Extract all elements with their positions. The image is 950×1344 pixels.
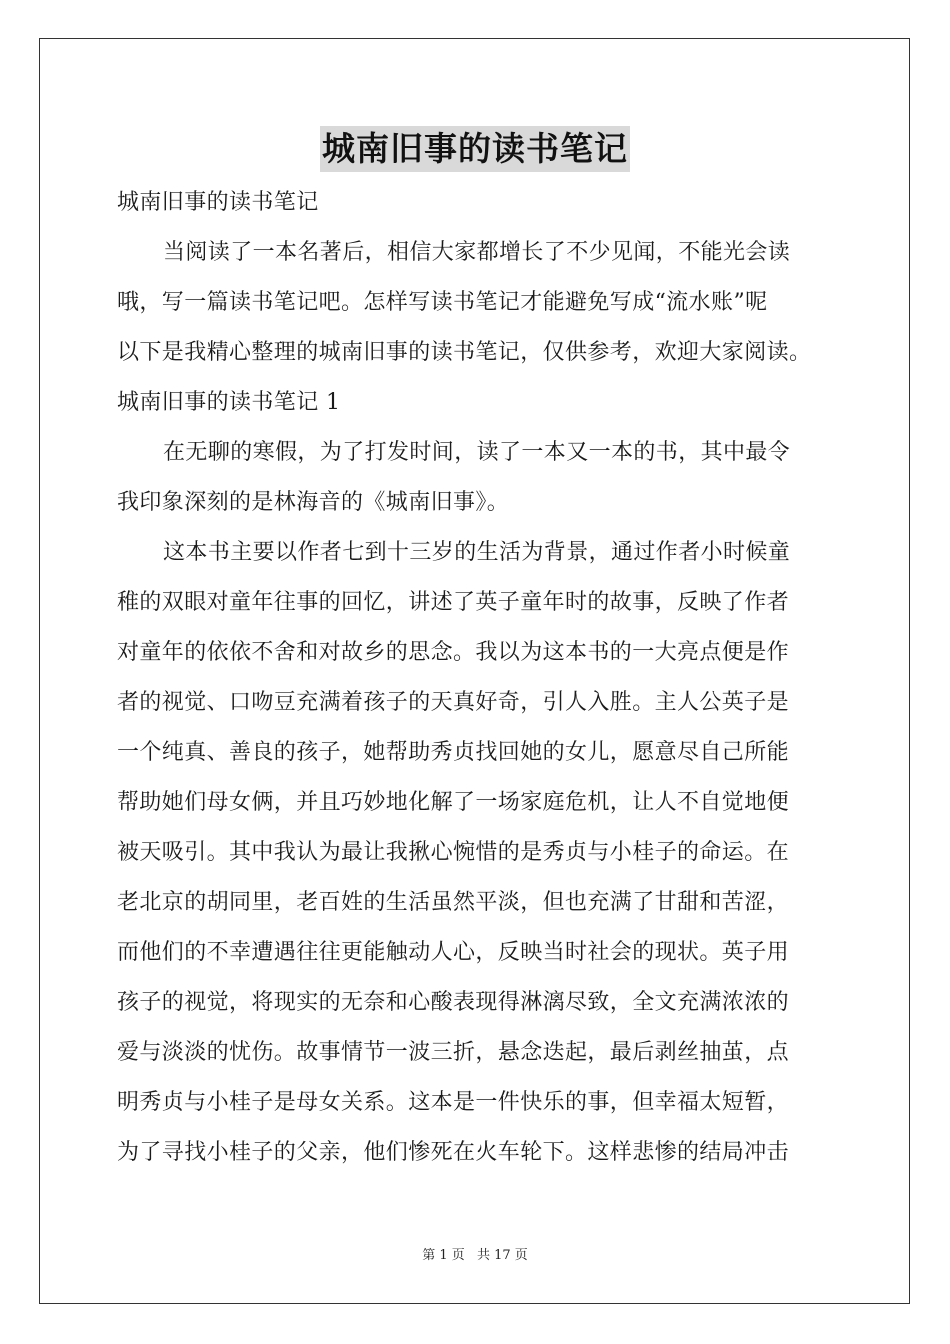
text-line: 以下是我精心整理的城南旧事的读书笔记，仅供参考，欢迎大家阅读。 <box>117 340 812 365</box>
page-number-total: 共 17 页 <box>476 1248 528 1263</box>
text-line: 明秀贞与小桂子是母女关系。这本是一件快乐的事，但幸福太短暂， <box>117 1090 790 1115</box>
text-line: 为了寻找小桂子的父亲，他们惨死在火车轮下。这样悲惨的结局冲击 <box>117 1140 790 1165</box>
page-number-current: 第 1 页 <box>422 1248 465 1263</box>
text-line: 城南旧事的读书笔记 1 <box>117 390 341 415</box>
text-line: 当阅读了一本名著后，相信大家都增长了不少见闻，不能光会读 <box>163 240 791 265</box>
document-body <box>117 178 847 1178</box>
text-line: 我印象深刻的是林海音的《城南旧事》。 <box>117 490 510 515</box>
text-line: 者的视觉、口吻豆充满着孩子的天真好奇，引人入胜。主人公英子是 <box>117 690 790 715</box>
text-line: 在无聊的寒假，为了打发时间，读了一本又一本的书，其中最令 <box>163 440 791 465</box>
text-line: 对童年的依依不舍和对故乡的思念。我以为这本书的一大亮点便是作 <box>117 640 790 665</box>
text-line: 哦，写一篇读书笔记吧。怎样写读书笔记才能避免写成“流水账”呢 <box>117 290 768 315</box>
document-title: 城南旧事的读书笔记 <box>320 126 630 172</box>
text-line: 而他们的不幸遭遇往往更能触动人心，反映当时社会的现状。英子用 <box>117 940 790 965</box>
text-line: 这本书主要以作者七到十三岁的生活为背景，通过作者小时候童 <box>163 540 791 565</box>
text-line: 城南旧事的读书笔记 <box>117 190 319 215</box>
text-line: 一个纯真、善良的孩子，她帮助秀贞找回她的女儿，愿意尽自己所能 <box>117 740 790 765</box>
text-line: 爱与淡淡的忧伤。故事情节一波三折，悬念迭起，最后剥丝抽茧，点 <box>117 1040 790 1065</box>
text-line: 孩子的视觉，将现实的无奈和心酸表现得淋漓尽致，全文充满浓浓的 <box>117 990 790 1015</box>
title-container <box>0 126 950 172</box>
text-line: 帮助她们母女俩，并且巧妙地化解了一场家庭危机，让人不自觉地便 <box>117 790 790 815</box>
page-footer <box>0 1244 950 1263</box>
text-line: 老北京的胡同里，老百姓的生活虽然平淡，但也充满了甘甜和苦涩， <box>117 890 790 915</box>
text-line: 被天吸引。其中我认为最让我揪心惋惜的是秀贞与小桂子的命运。在 <box>117 840 790 865</box>
text-line: 稚的双眼对童年往事的回忆，讲述了英子童年时的故事，反映了作者 <box>117 590 790 615</box>
